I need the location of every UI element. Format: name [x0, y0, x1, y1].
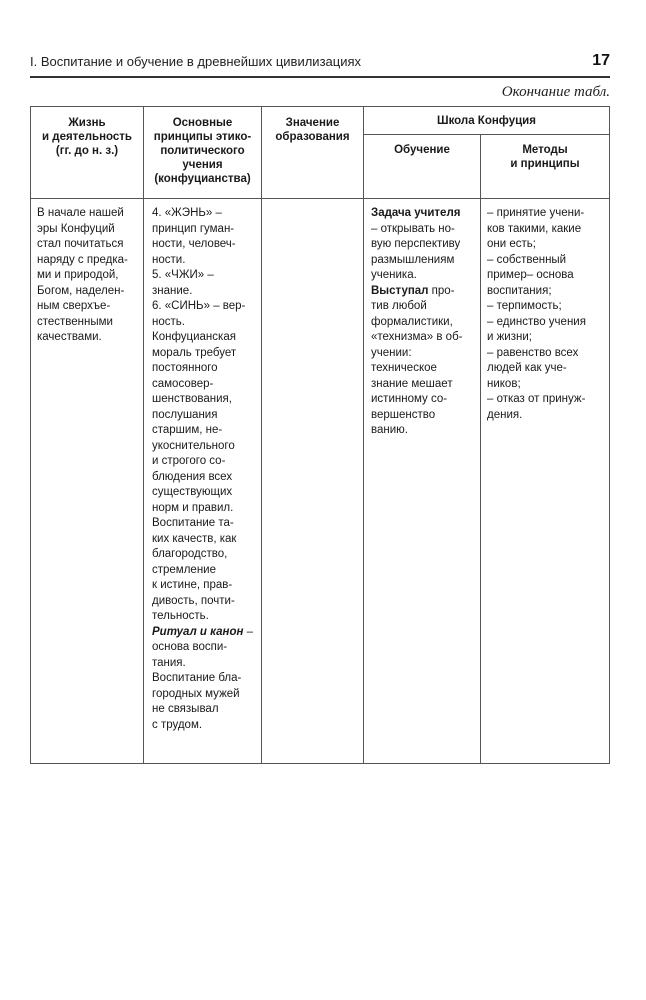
text-line: тив любой — [371, 300, 427, 312]
text-line: Богом, наделен- — [37, 284, 125, 297]
text-line: ми и природой, — [37, 269, 119, 281]
header-line: политического — [160, 145, 245, 157]
text-line: принцип гуман- — [152, 222, 235, 235]
header-line: и деятельность — [42, 131, 132, 143]
text-line: техническое — [371, 362, 437, 374]
text-line: – принятие учени- — [487, 207, 585, 219]
text-line: – отказ от принуж- — [487, 393, 586, 405]
group-divider — [363, 134, 610, 135]
cell-principles — [152, 206, 259, 733]
header-teaching — [364, 143, 480, 157]
text-line: размышлениям — [371, 253, 455, 266]
text-line: ученика. — [371, 269, 417, 281]
text-line: постоянного — [152, 362, 218, 374]
header-line: Основные — [172, 117, 233, 129]
cell-life-activity — [37, 206, 141, 346]
text-line: ности, человеч- — [152, 238, 236, 250]
text-line: норм и правил. — [152, 501, 234, 514]
header-line: Методы — [522, 144, 568, 156]
text-line: стественными — [37, 315, 113, 328]
spoke-tail: про- — [428, 284, 455, 297]
header-line: и принципы — [510, 158, 580, 170]
table-right-border — [609, 106, 610, 764]
header-methods — [481, 143, 609, 171]
header-line: (гг. до н. з.) — [55, 145, 119, 157]
header-life-activity — [31, 116, 143, 158]
text-line: ков такими, какие — [487, 222, 582, 235]
text-line: пример– основа — [487, 269, 574, 281]
header-bottom-border — [30, 198, 610, 199]
text-line: – собственный — [487, 253, 567, 266]
table-left-border — [30, 106, 31, 764]
text-line: самосовер- — [152, 377, 214, 390]
page-number: 17 — [592, 52, 610, 69]
text-line: ников; — [487, 377, 521, 390]
text-line: – терпимость; — [487, 300, 562, 312]
text-line: благородство, — [152, 548, 228, 560]
header-rule — [30, 76, 610, 78]
cell-teaching — [371, 206, 478, 439]
text-line: вую перспективу — [371, 238, 461, 250]
header-principles — [144, 116, 261, 186]
spoke-term: Выступал — [371, 284, 429, 297]
text-line: наряду с предка- — [37, 253, 128, 266]
text-line: – равенство всех — [487, 346, 579, 359]
text-line: – единство учения — [487, 315, 586, 328]
header-line: принципы этико- — [153, 131, 252, 143]
text-line: они есть; — [487, 238, 536, 250]
text-line: к истине, прав- — [152, 579, 233, 591]
header-line: Обучение — [394, 144, 450, 156]
ritual-term: Ритуал и канон — [152, 625, 244, 638]
col-divider-3 — [363, 106, 364, 764]
cell-methods — [487, 206, 607, 423]
text-line: городных мужей — [152, 687, 240, 700]
table-top-border — [30, 106, 610, 107]
text-line: дения. — [487, 408, 523, 421]
text-line: шенствования, — [152, 393, 232, 405]
header-line: (конфуцианства) — [154, 173, 251, 185]
ritual-dash: – — [243, 625, 254, 638]
table-caption: Окончание табл. — [501, 84, 610, 100]
text-line: основа воспи- — [152, 641, 228, 653]
text-line: стремление — [152, 563, 216, 576]
header-line: Значение — [285, 117, 340, 129]
col-divider-1 — [143, 106, 144, 764]
col-divider-4 — [480, 134, 481, 764]
text-line: ность. — [152, 315, 185, 328]
text-line: Конфуцианская — [152, 331, 236, 343]
header-education-value — [262, 116, 363, 144]
text-line: ких качеств, как — [152, 532, 237, 545]
text-line: Воспитание бла- — [152, 672, 242, 684]
text-line: Воспитание та- — [152, 517, 234, 529]
teacher-task-term: Задача учителя — [371, 207, 461, 219]
text-line: стал почитаться — [37, 238, 124, 250]
text-line: ности. — [152, 253, 186, 266]
text-line: – открывать но- — [371, 222, 455, 235]
text-line: и строгого со- — [152, 455, 226, 467]
ritual-line — [152, 625, 259, 641]
text-line: знание. — [152, 284, 193, 297]
text-line: тания. — [152, 656, 186, 669]
text-line: воспитания; — [487, 284, 552, 297]
header-confucius-school: Школа Конфуция — [437, 115, 536, 127]
text-line: учении: — [371, 346, 412, 359]
text-line: с трудом. — [152, 718, 203, 731]
text-line: В начале нашей — [37, 207, 124, 219]
text-line: людей как уче- — [487, 362, 567, 374]
text-line: 5. «ЧЖИ» – — [152, 269, 214, 281]
running-title: I. Воспитание и обучение в древнейших цивилизациях — [30, 54, 362, 69]
text-line: старшим, не- — [152, 424, 223, 436]
text-line: и жизни; — [487, 331, 532, 343]
text-line: эры Конфуций — [37, 222, 115, 235]
text-line: существующих — [152, 486, 233, 498]
header-line: образования — [275, 131, 350, 143]
text-line: мораль требует — [152, 346, 237, 359]
text-line: 4. «ЖЭНЬ» – — [152, 207, 222, 219]
text-line: не связывал — [152, 703, 219, 715]
text-line: укоснительного — [152, 439, 235, 452]
header-line: учения — [182, 159, 223, 171]
text-line: «технизма» в об- — [371, 331, 463, 343]
text-line: качествами. — [37, 331, 102, 343]
text-line: послушания — [152, 408, 218, 421]
text-line: знание мешает — [371, 377, 453, 390]
col-divider-2 — [261, 106, 262, 764]
text-line: ванию. — [371, 424, 408, 436]
text-line: формалистики, — [371, 315, 453, 328]
text-line: блюдения всех — [152, 470, 233, 483]
table-bottom-border — [30, 763, 610, 764]
text-line: тельность. — [152, 610, 209, 622]
text-line: ным сверхъе- — [37, 300, 111, 312]
text-line: вершенство — [371, 408, 436, 421]
header-line: Жизнь — [68, 117, 106, 129]
spoke-line — [371, 284, 478, 300]
text-line: дивость, почти- — [152, 594, 235, 607]
text-line: 6. «СИНЬ» – вер- — [152, 300, 246, 312]
confucius-table — [30, 106, 610, 764]
text-line: истинному со- — [371, 393, 448, 405]
running-head — [30, 52, 610, 74]
